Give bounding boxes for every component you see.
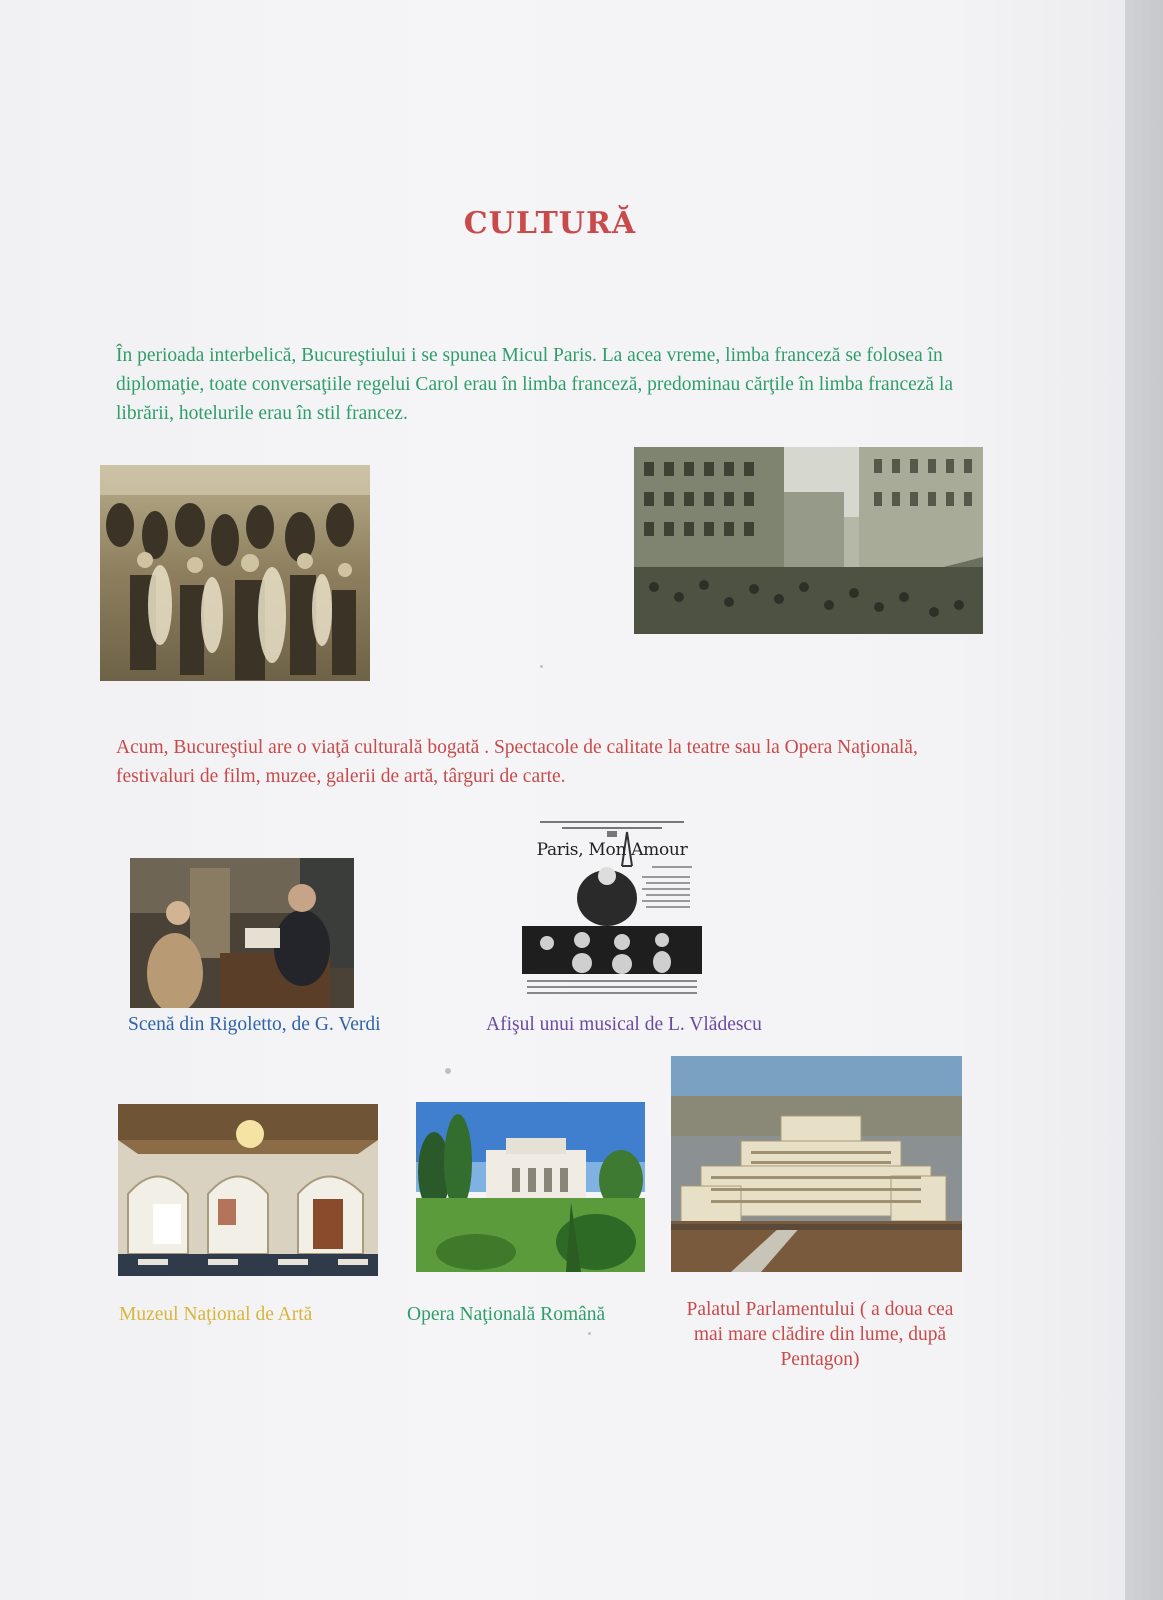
poster-title: Paris, Mon Amour — [536, 840, 688, 860]
present-paragraph: Acum, Bucureştiul are o viaţă culturală bogată . Spectacole de calitate la teatre sau la Opera Naţională, festivaluri de film, muzee, galerii de artă, târguri de carte. — [116, 737, 918, 787]
musical-poster — [522, 818, 702, 998]
rigoletto-scene-photo — [130, 858, 354, 1008]
caption-palat — [662, 1297, 978, 1372]
caption-rigoletto: Scenă din Rigoletto, de G. Verdi — [128, 1014, 381, 1035]
scanner-edge — [1125, 0, 1163, 1600]
caption-palat-line-2: mai mare clădire din lume, după — [693, 1324, 947, 1345]
parliament-palace-photo — [671, 1056, 962, 1272]
caption-palat-line-3: Pentagon) — [780, 1349, 860, 1370]
bucharest-street-photo — [634, 447, 983, 634]
caption-palat-line-1: Palatul Parlamentului ( a doua cea — [686, 1299, 954, 1320]
interwar-ballroom-photo — [100, 465, 370, 681]
page-title: CULTURĂ — [463, 206, 637, 241]
art-museum-photo — [118, 1104, 378, 1276]
caption-afis: Afişul unui musical de L. Vlădescu — [486, 1014, 762, 1035]
intro-paragraph: În perioada interbelică, Bucureştiului i se spunea Micul Paris. La acea vreme, limba franceză se folosea în diplomaţie, toate conversaţiile regelui Carol erau în limba franceză, predominau cărţile în limba franceză la librării, hotelurile erau în stil francez. — [116, 345, 954, 424]
caption-muzeu: Muzeul Naţional de Artă — [119, 1304, 313, 1325]
scan-speck — [588, 1332, 591, 1335]
caption-opera: Opera Naţională Română — [407, 1304, 606, 1325]
scan-speck — [445, 1068, 451, 1074]
national-opera-photo — [416, 1102, 645, 1272]
scan-speck — [540, 665, 543, 668]
